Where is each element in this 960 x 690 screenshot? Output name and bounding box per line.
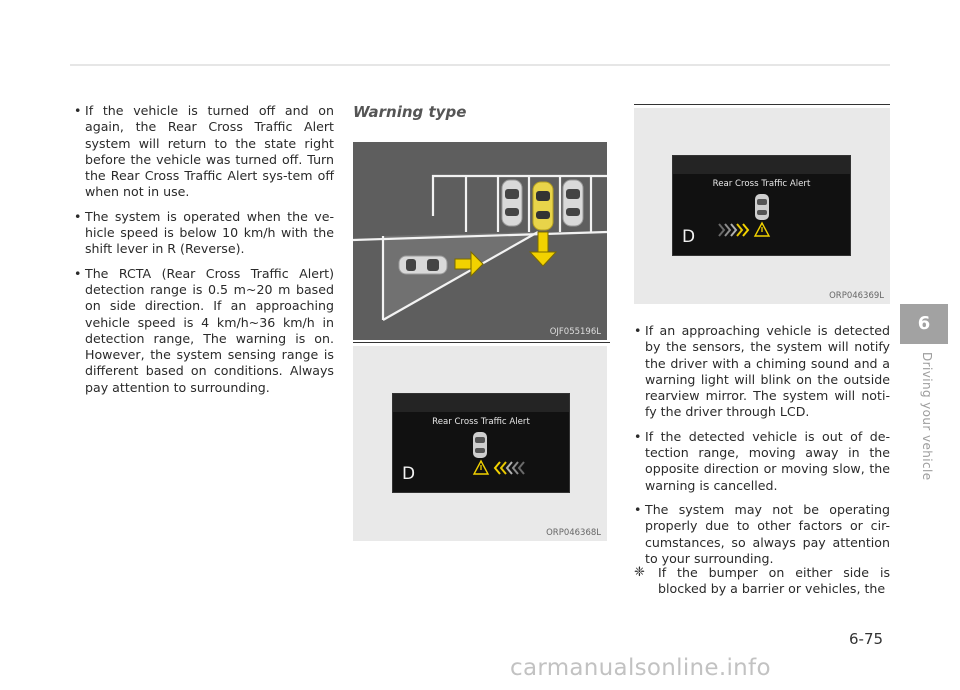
lcd-title: Rear Cross Traffic Alert — [432, 417, 530, 427]
cluster-lcd — [672, 155, 851, 256]
warning-triangle-icon — [755, 223, 769, 236]
car-icon — [473, 432, 487, 458]
top-rule — [70, 64, 890, 66]
gear-indicator: D — [682, 227, 696, 247]
parked-car — [502, 180, 522, 226]
parking-scene — [353, 142, 607, 340]
figure-code: OJF055196L — [549, 327, 601, 337]
approach-left-chevrons-icon — [495, 462, 524, 474]
gear-indicator: D — [402, 464, 416, 484]
cluster-lcd — [392, 393, 570, 493]
note — [634, 565, 890, 598]
left-warning-display-figure — [353, 346, 607, 541]
parked-car — [563, 180, 583, 226]
note-symbol-icon: ❈ — [634, 565, 645, 580]
figure-code: ORP046368L — [546, 528, 601, 538]
lcd-graphics — [393, 394, 569, 492]
bullet-item: • The system is operated when the ve-hicle speed is below 10 km/h with the shift lever in R (Reverse). — [74, 209, 334, 258]
section-heading: Warning type — [353, 103, 467, 121]
lcd-graphics — [673, 156, 850, 255]
bullet-item: • If the vehicle is turned off and on again, the Rear Cross Traffic Alert system will return to the state right before the vehicle was turned off. Turn the Rear Cross Traffic Alert sys-tem off when not in use. — [74, 103, 334, 201]
approaching-car — [399, 256, 447, 274]
bullet-item: • If an approaching vehicle is detected by the sensors, the system will notify the driver with a chiming sound and a warning light will blink on the outside rearview mirror. The system will noti-fy the driver through LCD. — [634, 323, 890, 421]
note-text: If the bumper on either side is blocked by a barrier or vehicles, the — [658, 565, 890, 597]
bullet-item: • The system may not be operating properly due to other factors or cir-cumstances, so always pay attention to your surrounding. — [634, 502, 890, 567]
page-number: 6-75 — [849, 630, 884, 648]
left-text-column — [74, 103, 334, 404]
figure-code: ORP046369L — [829, 291, 884, 301]
right-text-column — [634, 323, 890, 575]
approach-right-chevrons-icon — [719, 224, 748, 236]
reversing-vehicle — [533, 182, 553, 230]
lcd-title: Rear Cross Traffic Alert — [712, 179, 811, 189]
right-warning-display-figure — [634, 108, 890, 304]
figure-divider — [634, 104, 890, 105]
chapter-tab[interactable]: 6 — [900, 304, 948, 344]
bullet-item: • If the detected vehicle is out of de-tection range, moving away in the opposite direction or moving slow, the warning is cancelled. — [634, 429, 890, 494]
warning-triangle-icon — [474, 461, 488, 474]
watermark: carmanualsonline.info — [510, 655, 771, 681]
bullet-item: • The RCTA (Rear Cross Traffic Alert) detection range is 0.5 m~20 m based on side direction. If an approaching vehicle speed is 4 km/h~36 km/h in detection range, The warning is on. However, the system sensing range is different based on conditions. Always pay attention to surrounding. — [74, 266, 334, 396]
chapter-label: Driving your vehicle — [920, 352, 934, 481]
parking-lot-illustration — [353, 142, 607, 340]
figure-divider — [353, 342, 610, 343]
car-icon — [755, 194, 769, 220]
